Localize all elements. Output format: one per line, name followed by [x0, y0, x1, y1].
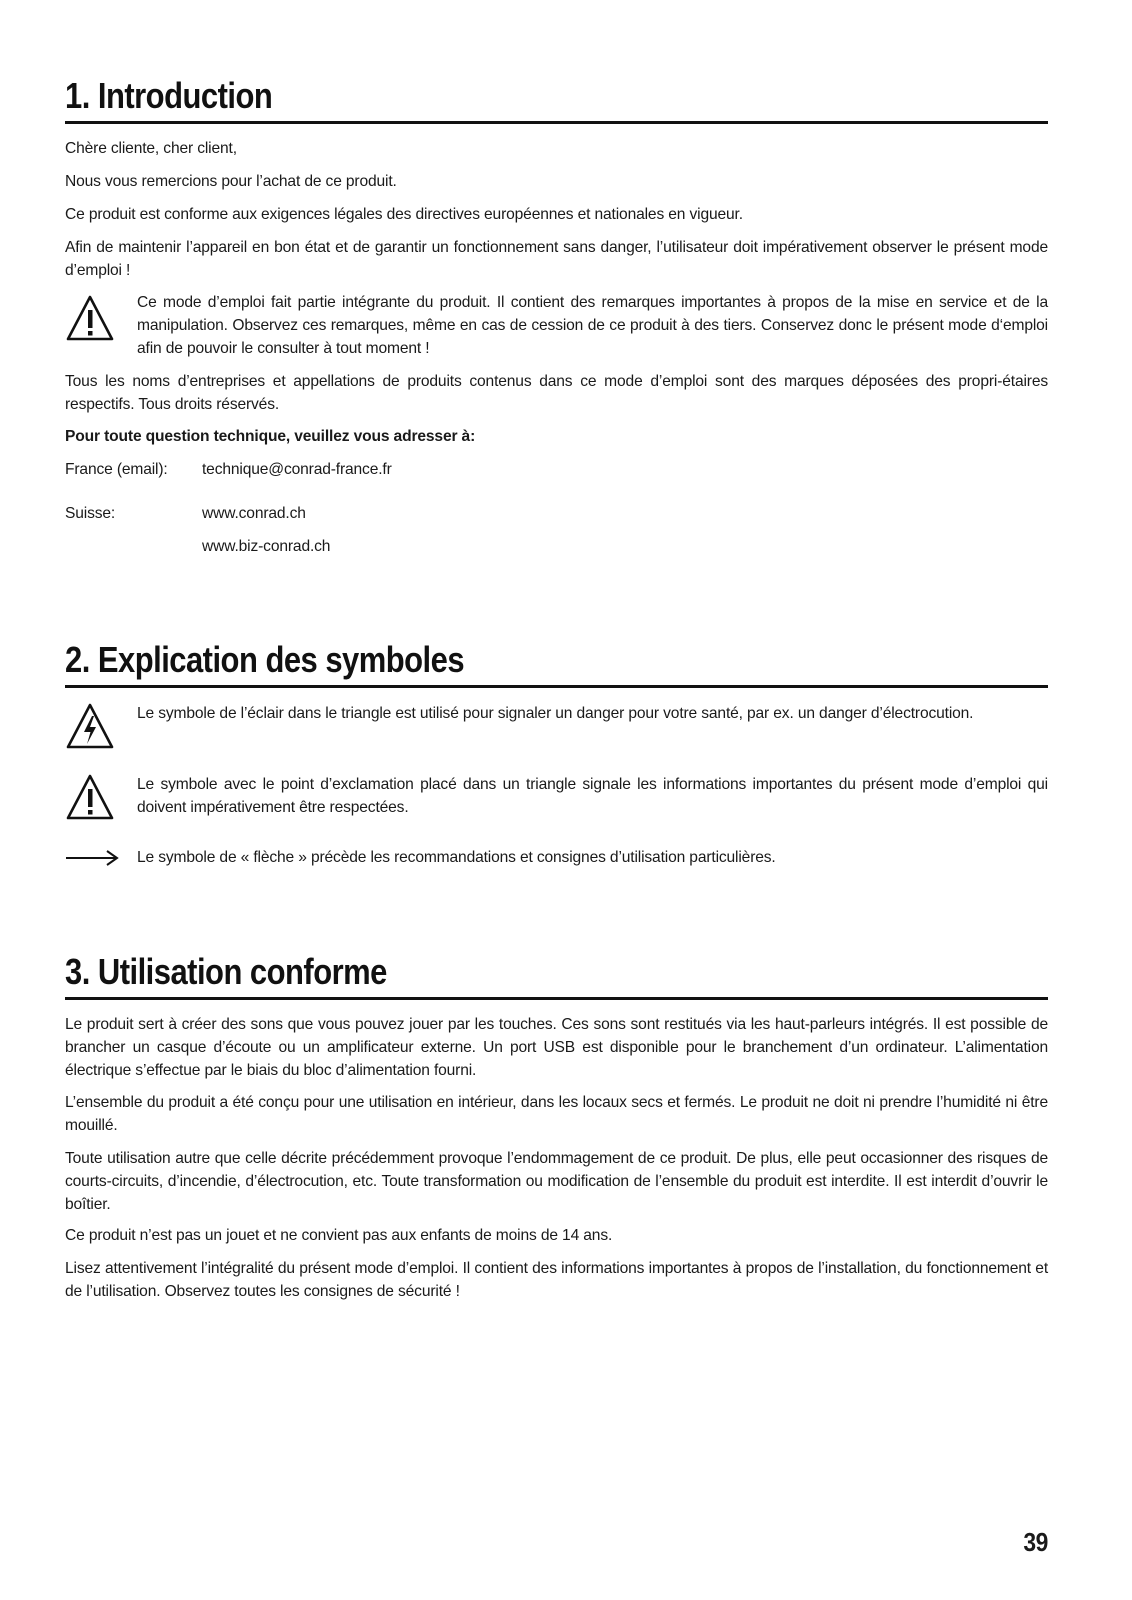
contact-row — [65, 458, 1048, 481]
paragraph — [65, 370, 1048, 416]
lightning-triangle-icon — [65, 702, 115, 754]
symbol-description: Le symbole avec le point d’exclamation placé dans un triangle signale les informations importantes du présent mode d’emploi qui doivent impérativement être respectées. — [137, 776, 1048, 816]
paragraph-text: Afin de maintenir l’appareil en bon état et de garantir un fonctionnement sans danger, l’utilisateur doit impérativement observer le présent mode d’emploi ! — [65, 239, 1048, 279]
paragraph — [65, 1257, 1048, 1303]
greeting — [65, 137, 1048, 160]
symbol-item — [65, 846, 1048, 874]
paragraph-text: Ce produit est conforme aux exigences légales des directives européennes et nationales en vigueur. — [65, 206, 743, 223]
section-utilisation — [65, 950, 1048, 1000]
arrow-icon — [65, 848, 119, 870]
symbol-description: Le symbole de « flèche » précède les recommandations et consignes d’utilisation particulières. — [137, 849, 776, 866]
contact-website[interactable]: www.biz-conrad.ch — [202, 538, 331, 555]
section-introduction — [65, 74, 1048, 124]
warning-text: Ce mode d’emploi fait partie intégrante du produit. Il contient des remarques importantes à propos de la mise en service et de la manipulation. Observez ces remarques, même en cas de cession de ce produit à des tiers. Conservez donc le présent mode d‘emploi afin de pouvoir le consulter à tout moment ! — [137, 294, 1048, 357]
paragraph-text: Tous les noms d’entreprises et appellations de produits contenus dans ce mode d’emploi sont des marques déposées des propri-étaires respectifs. Tous droits réservés. — [65, 373, 1048, 413]
paragraph-text: Toute utilisation autre que celle décrite précédemment provoque l’endommagement de ce produit. De plus, elle peut occasionner des risques de courts-circuits, d’incendie, d’électrocution, etc. Toute transformation ou modification de l’ensemble du produit est interdite. Il est interdit d’ouvrir le boîtier. — [65, 1150, 1048, 1213]
symbol-description: Le symbole de l’éclair dans le triangle est utilisé pour signaler un danger pour votre santé, par ex. un danger d’électrocution. — [137, 705, 974, 722]
section-rule — [65, 685, 1048, 688]
paragraph — [65, 1091, 1048, 1137]
greeting-text: Chère cliente, cher client, — [65, 140, 237, 157]
contact-row — [65, 535, 1048, 558]
section-rule — [65, 121, 1048, 124]
page-number: 39 — [1023, 1527, 1048, 1557]
section-title: 1. Introduction — [65, 75, 273, 116]
symbol-item — [65, 773, 1048, 825]
paragraph — [65, 236, 1048, 282]
exclamation-triangle-icon — [65, 773, 115, 825]
exclamation-triangle-icon — [65, 294, 115, 346]
section-rule — [65, 997, 1048, 1000]
paragraph-text: L’ensemble du produit a été conçu pour une utilisation en intérieur, dans les locaux secs et fermés. Le produit ne doit ni prendre l’humidité ni être mouillé. — [65, 1094, 1048, 1134]
paragraph — [65, 203, 1048, 226]
paragraph-text: Lisez attentivement l’intégralité du présent mode d’emploi. Il contient des informations importantes à propos de l’installation, du fonctionnement et de l’utilisation. Observez toutes les consignes de sécurité ! — [65, 1260, 1048, 1300]
paragraph — [65, 1013, 1048, 1082]
contact-row — [65, 502, 1048, 525]
section-title: 3. Utilisation conforme — [65, 951, 387, 992]
paragraph-text: Nous vous remercions pour l’achat de ce produit. — [65, 173, 397, 190]
warning-notice — [65, 291, 1048, 363]
section-symboles — [65, 638, 1048, 688]
contact-website[interactable]: www.conrad.ch — [202, 505, 306, 522]
paragraph-text: Le produit sert à créer des sons que vous pouvez jouer par les touches. Ces sons sont restitués via les haut-parleurs intégrés. Il est possible de brancher un casque d’écoute ou un amplificateur externe. Un port USB est disponible pour le branchement d’un ordinateur. L’alimentation électrique s’effectue par le biais du bloc d’alimentation fourni. — [65, 1016, 1048, 1079]
paragraph-text: Ce produit n’est pas un jouet et ne convient pas aux enfants de moins de 14 ans. — [65, 1227, 613, 1244]
contact-email[interactable]: technique@conrad-france.fr — [202, 461, 392, 478]
section-title: 2. Explication des symboles — [65, 639, 465, 680]
contact-label: France (email): — [65, 461, 168, 478]
paragraph — [65, 170, 1048, 193]
paragraph — [65, 1147, 1048, 1216]
contact-heading-text: Pour toute question technique, veuillez vous adresser à: — [65, 428, 476, 445]
symbol-item — [65, 702, 1048, 754]
paragraph — [65, 1224, 1048, 1247]
contact-heading — [65, 425, 1048, 448]
contact-label: Suisse: — [65, 505, 116, 522]
